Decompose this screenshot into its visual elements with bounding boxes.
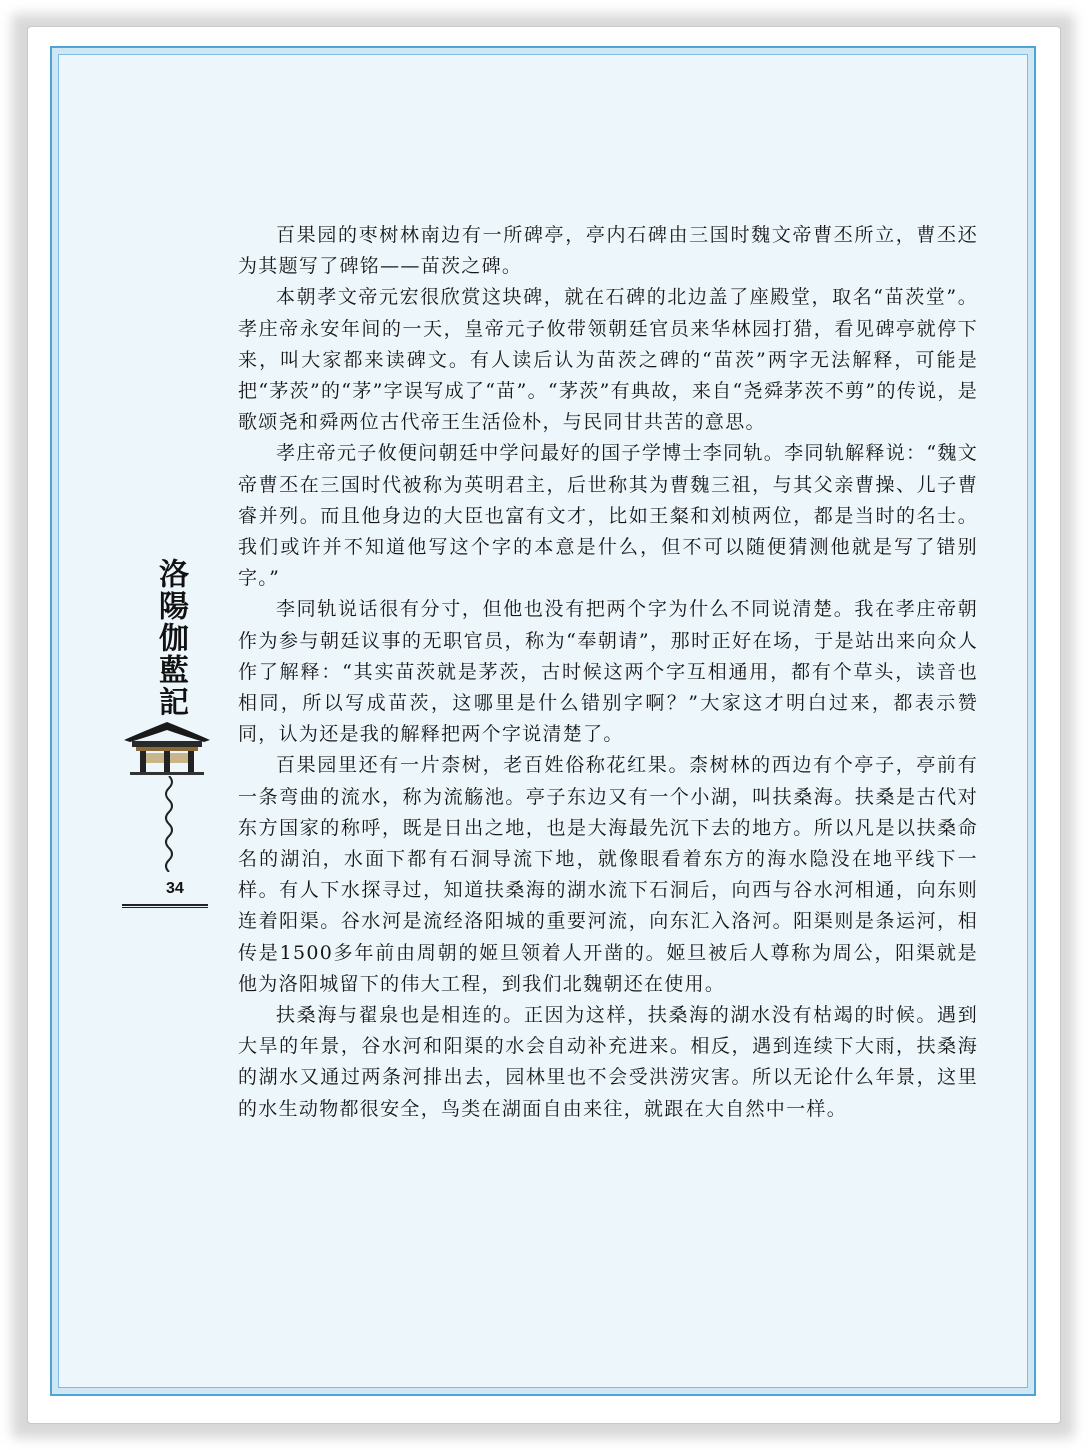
side-ornament: [122, 558, 212, 918]
paragraph-4: 李同轨说话很有分寸，但他也没有把两个字为什么不同说清楚。我在孝庄帝朝作为参与朝廷议事的无职官员，称为“奉朝请”，那时正好在场，于是站出来向众人作了解释：“其实苗茨就是茅茨，古时候这两个字互相通用，都有个草头，读音也相同，所以写成苗茨，这哪里是什么错别字啊？”大家这才明白过来，都表示赞同，认为还是我的解释把两个字说清楚了。: [238, 598, 978, 746]
page-number-rule: [122, 904, 208, 908]
paragraph-2: 本朝孝文帝元宏很欣赏这块碑，就在石碑的北边盖了座殿堂，取名“苗茨堂”。孝庄帝永安年间的一天，皇帝元子攸带领朝廷官员来华林园打猎，看见碑亭就停下来，叫大家都来读碑文。有人读后认为苗茨之碑的“苗茨”两字无法解释，可能是把“茅茨”的“茅”字误写成了“苗”。“茅茨”有典故，来自“尧舜茅茨不剪”的传说，是歌颂尧和舜两位古代帝王生活俭朴，与民同甘共苦的意思。: [238, 286, 978, 434]
paragraph-6: 扶桑海与翟泉也是相连的。正因为这样，扶桑海的湖水没有枯竭的时候。遇到大旱的年景，谷水河和阳渠的水会自动补充进来。相反，遇到连续下大雨，扶桑海的湖水又通过两条河排出去，园林里也不会受洪涝灾害。所以无论什么年景，这里的水生动物都很安全，鸟类在湖面自由来往，就跟在大自然中一样。: [238, 1004, 978, 1120]
body-text: [238, 220, 978, 1125]
squiggle-ornament: [162, 776, 176, 872]
book-title: 洛陽伽藍記: [153, 558, 188, 718]
book-page: [50, 46, 1036, 1396]
paragraph-1: 百果园的枣树林南边有一所碑亭，亭内石碑由三国时魏文帝曹丕所立，曹丕还为其题写了碑铭——苗茨之碑。: [238, 224, 978, 278]
pavilion-icon: [122, 718, 212, 776]
paragraph-5: 百果园里还有一片柰树，老百姓俗称花红果。柰树林的西边有个亭子，亭前有一条弯曲的流水，称为流觞池。亭子东边又有一个小湖，叫扶桑海。扶桑是古代对东方国家的称呼，既是日出之地，也是大海最先沉下去的地方。所以凡是以扶桑命名的湖泊，水面下都有石洞导流下地，就像眼看着东方的海水隐没在地平线下一样。有人下水探寻过，知道扶桑海的湖水流下石洞后，向西与谷水河相通，向东则连着阳渠。谷水河是流经洛阳城的重要河流，向东汇入洛河。阳渠则是条运河，相传是1500多年前由周朝的姬旦领着人开凿的。姬旦被后人尊称为周公，阳渠就是他为洛阳城留下的伟大工程，到我们北魏朝还在使用。: [238, 754, 978, 995]
page-number: 34: [166, 880, 184, 897]
paragraph-3: 孝庄帝元子攸便问朝廷中学问最好的国子学博士李同轨。李同轨解释说：“魏文帝曹丕在三国时代被称为英明君主，后世称其为曹魏三祖，与其父亲曹操、儿子曹睿并列。而且他身边的大臣也富有文才，比如王粲和刘桢两位，都是当时的名士。我们或许并不知道他写这个字的本意是什么，但不可以随便猜测他就是写了错别字。”: [238, 442, 978, 590]
